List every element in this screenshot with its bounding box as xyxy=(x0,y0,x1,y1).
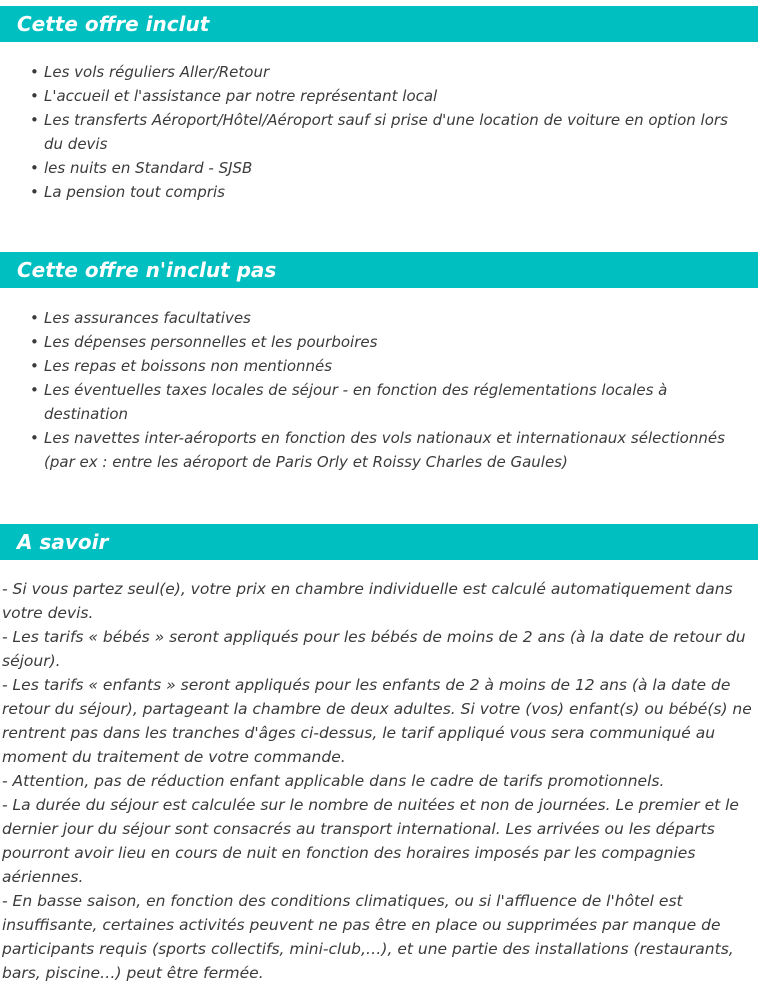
included-item: • les nuits en Standard - SJSB xyxy=(44,156,734,180)
included-item: • Les vols réguliers Aller/Retour xyxy=(44,60,734,84)
excluded-item: • Les navettes inter-aéroports en fonction des vols nationaux et internationaux sélectionnés (par ex : entre les aéroport de Paris Orly et Roissy Charles de Gaules) xyxy=(44,426,734,474)
section-offer-excluded xyxy=(0,252,758,474)
note-paragraph: - Si vous partez seul(e), votre prix en chambre individuelle est calculé automatiquement dans votre devis. xyxy=(2,580,733,622)
notes-text xyxy=(0,577,756,985)
section-title-notes: A savoir xyxy=(0,524,758,560)
note-paragraph: - Les tarifs « bébés » seront appliqués pour les bébés de moins de 2 ans (à la date de retour du séjour). xyxy=(2,628,746,670)
section-notes xyxy=(0,524,758,985)
included-item: • Les transferts Aéroport/Hôtel/Aéroport sauf si prise d'une location de voiture en option lors du devis xyxy=(44,108,734,156)
offer-details-page xyxy=(0,6,758,985)
section-title-included: Cette offre inclut xyxy=(0,6,758,42)
note-paragraph: - Les tarifs « enfants » seront appliqués pour les enfants de 2 à moins de 12 ans (à la date de retour du séjour), partageant la chambre de deux adultes. Si votre (vos) enfant(s) ou bébé(s) ne rentrent pas dans les tranches d'âges ci-dessus, le tarif appliqué vous sera communiqué au moment du traitement de votre commande. xyxy=(2,676,752,766)
excluded-item: • Les assurances facultatives xyxy=(44,306,734,330)
excluded-item: • Les repas et boissons non mentionnés xyxy=(44,354,734,378)
note-paragraph: - En basse saison, en fonction des conditions climatiques, ou si l'affluence de l'hôtel est insuffisante, certaines activités peuvent ne pas être en place ou supprimées par manque de participants requis (sports collectifs, mini-club,…), et une partie des installations (restaurants, bars, piscine…) peut être fermée. xyxy=(2,892,734,982)
included-item: • L'accueil et l'assistance par notre représentant local xyxy=(44,84,734,108)
section-title-excluded: Cette offre n'inclut pas xyxy=(0,252,758,288)
excluded-item: • Les dépenses personnelles et les pourboires xyxy=(44,330,734,354)
section-offer-included xyxy=(0,6,758,204)
excluded-item: • Les éventuelles taxes locales de séjour - en fonction des réglementations locales à destination xyxy=(44,378,734,426)
note-paragraph: - La durée du séjour est calculée sur le nombre de nuitées et non de journées. Le premier et le dernier jour du séjour sont consacrés au transport international. Les arrivées ou les départs pourront avoir lieu en cours de nuit en fonction des horaires imposés par les compagnies aériennes. xyxy=(2,796,739,886)
included-list xyxy=(0,60,758,204)
excluded-list xyxy=(0,306,758,474)
note-paragraph: - Attention, pas de réduction enfant applicable dans le cadre de tarifs promotionnels. xyxy=(2,772,665,790)
included-item: • La pension tout compris xyxy=(44,180,734,204)
